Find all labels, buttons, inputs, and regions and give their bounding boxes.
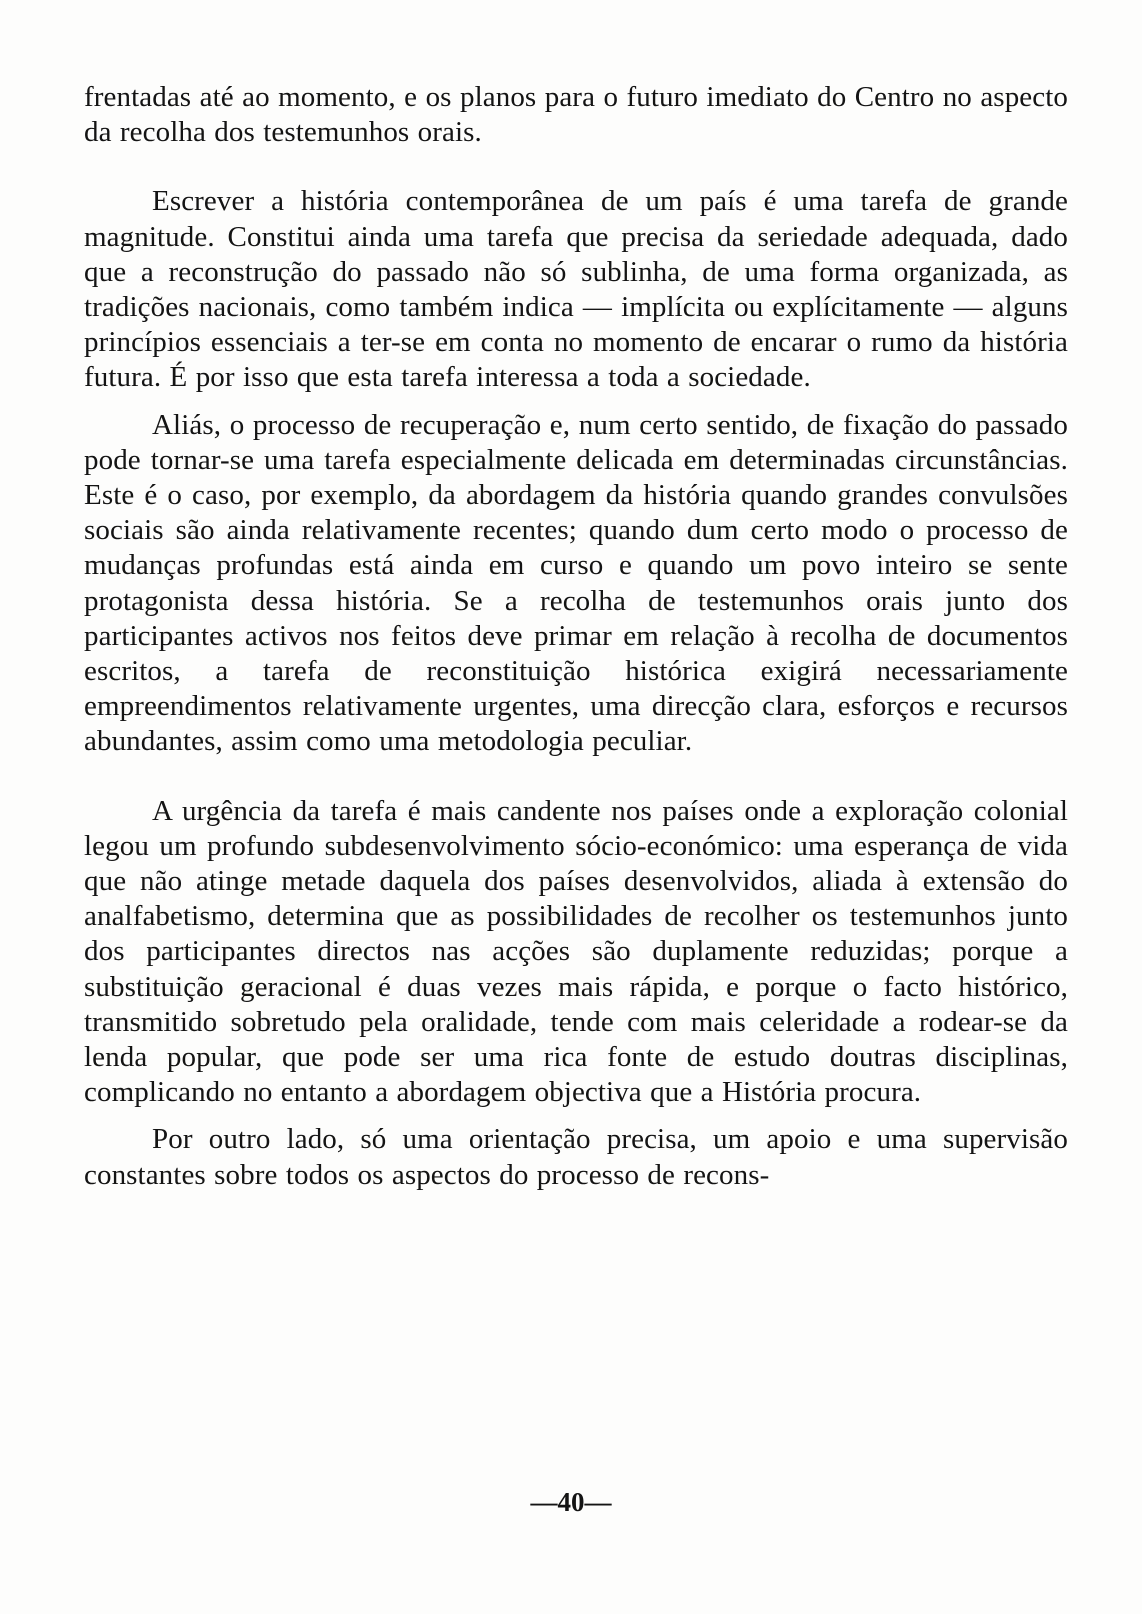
- paragraph-continuation: frentadas até ao momento, e os planos para o futuro imediato do Centro no aspecto da recolha dos testemunhos orais.: [84, 81, 1068, 149]
- body-text: [84, 80, 1068, 1193]
- paragraph-history-task: Escrever a história contemporânea de um país é uma tarefa de grande magnitude. Constitui ainda uma tarefa que precisa da seriedade adequada, dado que a reconstrução do passado não só sublinha, de uma forma organizada, as tradições nacionais, como também indica — implícita ou explícitamente — alguns princípios essenciais a ter-se em conta no momento de encarar o rumo da história futura. É por isso que esta tarefa interessa a toda a sociedade.: [84, 185, 1068, 394]
- paragraph-urgency: A urgência da tarefa é mais candente nos países onde a exploração colonial legou um profundo subdesenvolvimento sócio-económico: uma esperança de vida que não atinge metade daquela dos países desenvolvidos, aliada à extensão do analfabetismo, determina que as possibilidades de recolher os testemunhos junto dos participantes directos nas acções são duplamente reduzidas; porque a substituição geracional é duas vezes mais rápida, e porque o facto histórico, transmitido sobretudo pela oralidade, tende com mais celeridade a rodear-se da lenda popular, que pode ser uma rica fonte de estudo doutras disciplinas, complicando no entanto a abordagem objectiva que a História procura.: [84, 794, 1068, 1109]
- paragraph-recovery-process: Aliás, o processo de recuperação e, num certo sentido, de fixação do passado pode tornar-se uma tarefa especialmente delicada em determinadas circunstâncias. Este é o caso, por exemplo, da abordagem da história quando grandes convulsões sociais são ainda relativamente recentes; quando dum certo modo o processo de mudanças profundas está ainda em curso e quando um povo inteiro se sente protagonista dessa história. Se a recolha de testemunhos orais junto dos participantes activos nos feitos deve primar em relação à recolha de documentos escritos, a tarefa de reconstituição histórica exigirá necessariamente empreendimentos relativamente urgentes, uma direcção clara, esforços e recursos abundantes, assim como uma metodologia peculiar.: [84, 408, 1068, 758]
- page-number: —40—: [530, 1487, 612, 1517]
- paragraph-orientation: Por outro lado, só uma orientação precisa, um apoio e uma supervisão constantes sobre todos os aspectos do processo de recons-: [84, 1123, 1068, 1191]
